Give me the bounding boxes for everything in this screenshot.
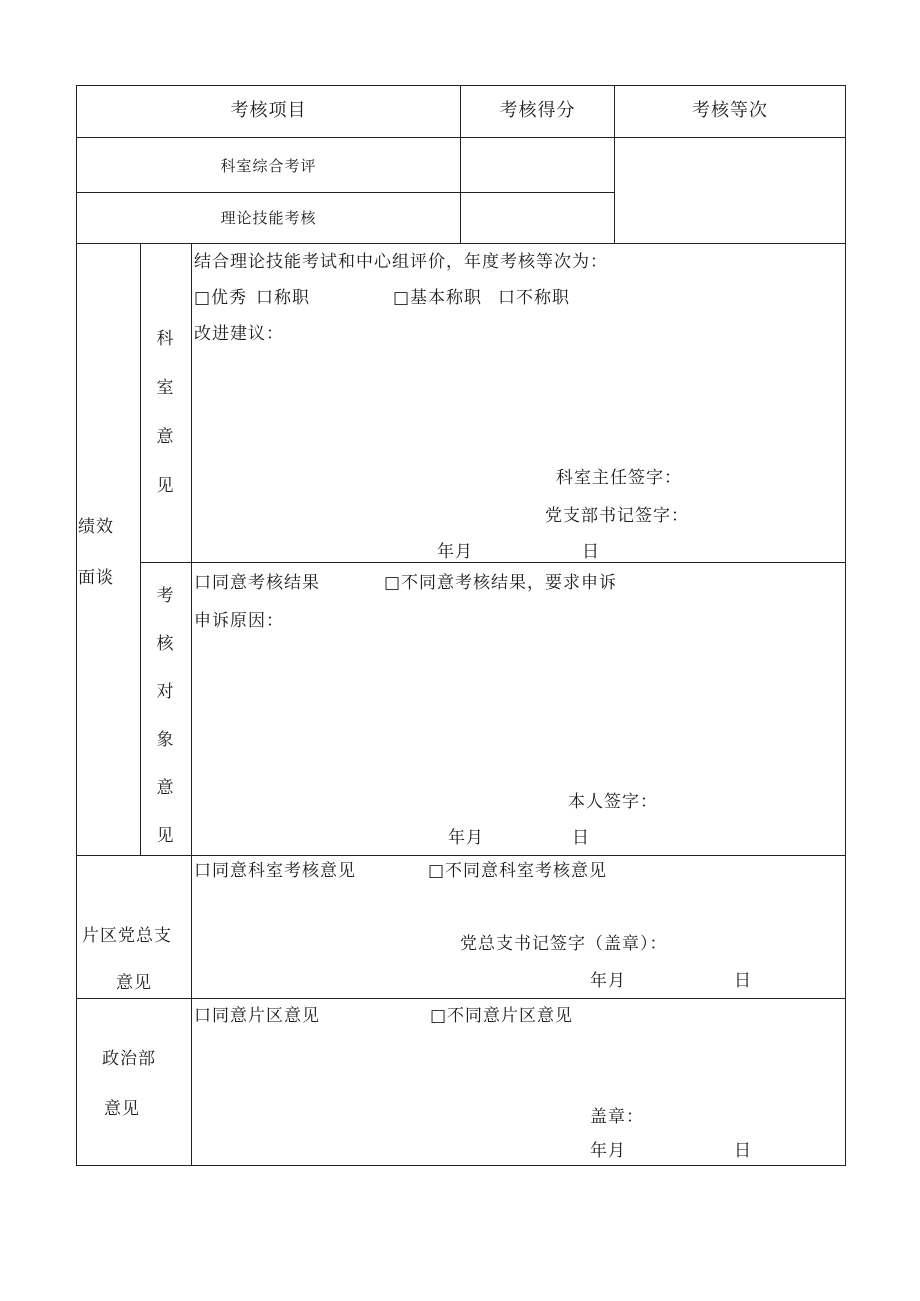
header-item: 考核项目: [230, 100, 307, 121]
dept-intro: 结合理论技能考试和中心组评价，年度考核等次为：: [194, 252, 608, 272]
district-agree[interactable]: 口同意科室考核意见: [194, 861, 356, 881]
political-disagree[interactable]: □不同意片区意见: [430, 1006, 574, 1026]
political-date-ym: 年月: [590, 1141, 626, 1161]
political-date-d: 日: [734, 1141, 752, 1161]
political-label-1: 政治部: [102, 1049, 156, 1069]
perf-label-1: 绩效: [78, 517, 114, 537]
opt-competent[interactable]: 口称职: [256, 288, 310, 308]
political-label-2: 意见: [104, 1099, 140, 1119]
district-date-ym: 年月: [590, 971, 626, 991]
row-dept-evaluation: 科室综合考评: [220, 157, 317, 175]
perf-label-2: 面谈: [78, 568, 114, 588]
subject-date-ym: 年月: [448, 828, 484, 848]
self-sign: 本人签字：: [568, 792, 658, 812]
political-stamp: 盖章：: [590, 1107, 644, 1127]
improvement-suggestion: 改进建议：: [194, 324, 284, 344]
subject-agree[interactable]: 口同意考核结果: [194, 573, 320, 593]
opt-basic-competent[interactable]: □基本称职: [393, 288, 483, 308]
row-theory-skill: 理论技能考核: [220, 209, 317, 227]
opt-excellent[interactable]: □优秀: [194, 288, 248, 308]
subject-opinion-label: 考 核 对 象 意 见: [156, 586, 174, 846]
district-sign: 党总支书记签字（盖章）：: [460, 934, 668, 954]
party-secretary-sign: 党支部书记签字：: [545, 506, 689, 526]
subject-disagree[interactable]: □不同意考核结果，要求申诉: [384, 573, 618, 593]
dept-date-ym: 年月: [437, 542, 473, 562]
dept-opinion-label: 科 室 意 见: [156, 329, 174, 496]
political-agree[interactable]: 口同意片区意见: [194, 1006, 320, 1026]
director-sign: 科室主任签字：: [556, 468, 682, 488]
header-grade: 考核等次: [692, 100, 768, 121]
district-disagree[interactable]: □不同意科室考核意见: [428, 861, 608, 881]
district-label-2: 意见: [116, 973, 152, 993]
opt-incompetent[interactable]: 口不称职: [498, 288, 570, 308]
appeal-reason: 申诉原因：: [194, 611, 284, 631]
subject-date-d: 日: [572, 828, 590, 848]
district-label-1: 片区党总支: [82, 926, 172, 946]
dept-date-d: 日: [582, 542, 600, 562]
header-score: 考核得分: [499, 100, 576, 121]
district-date-d: 日: [734, 971, 752, 991]
